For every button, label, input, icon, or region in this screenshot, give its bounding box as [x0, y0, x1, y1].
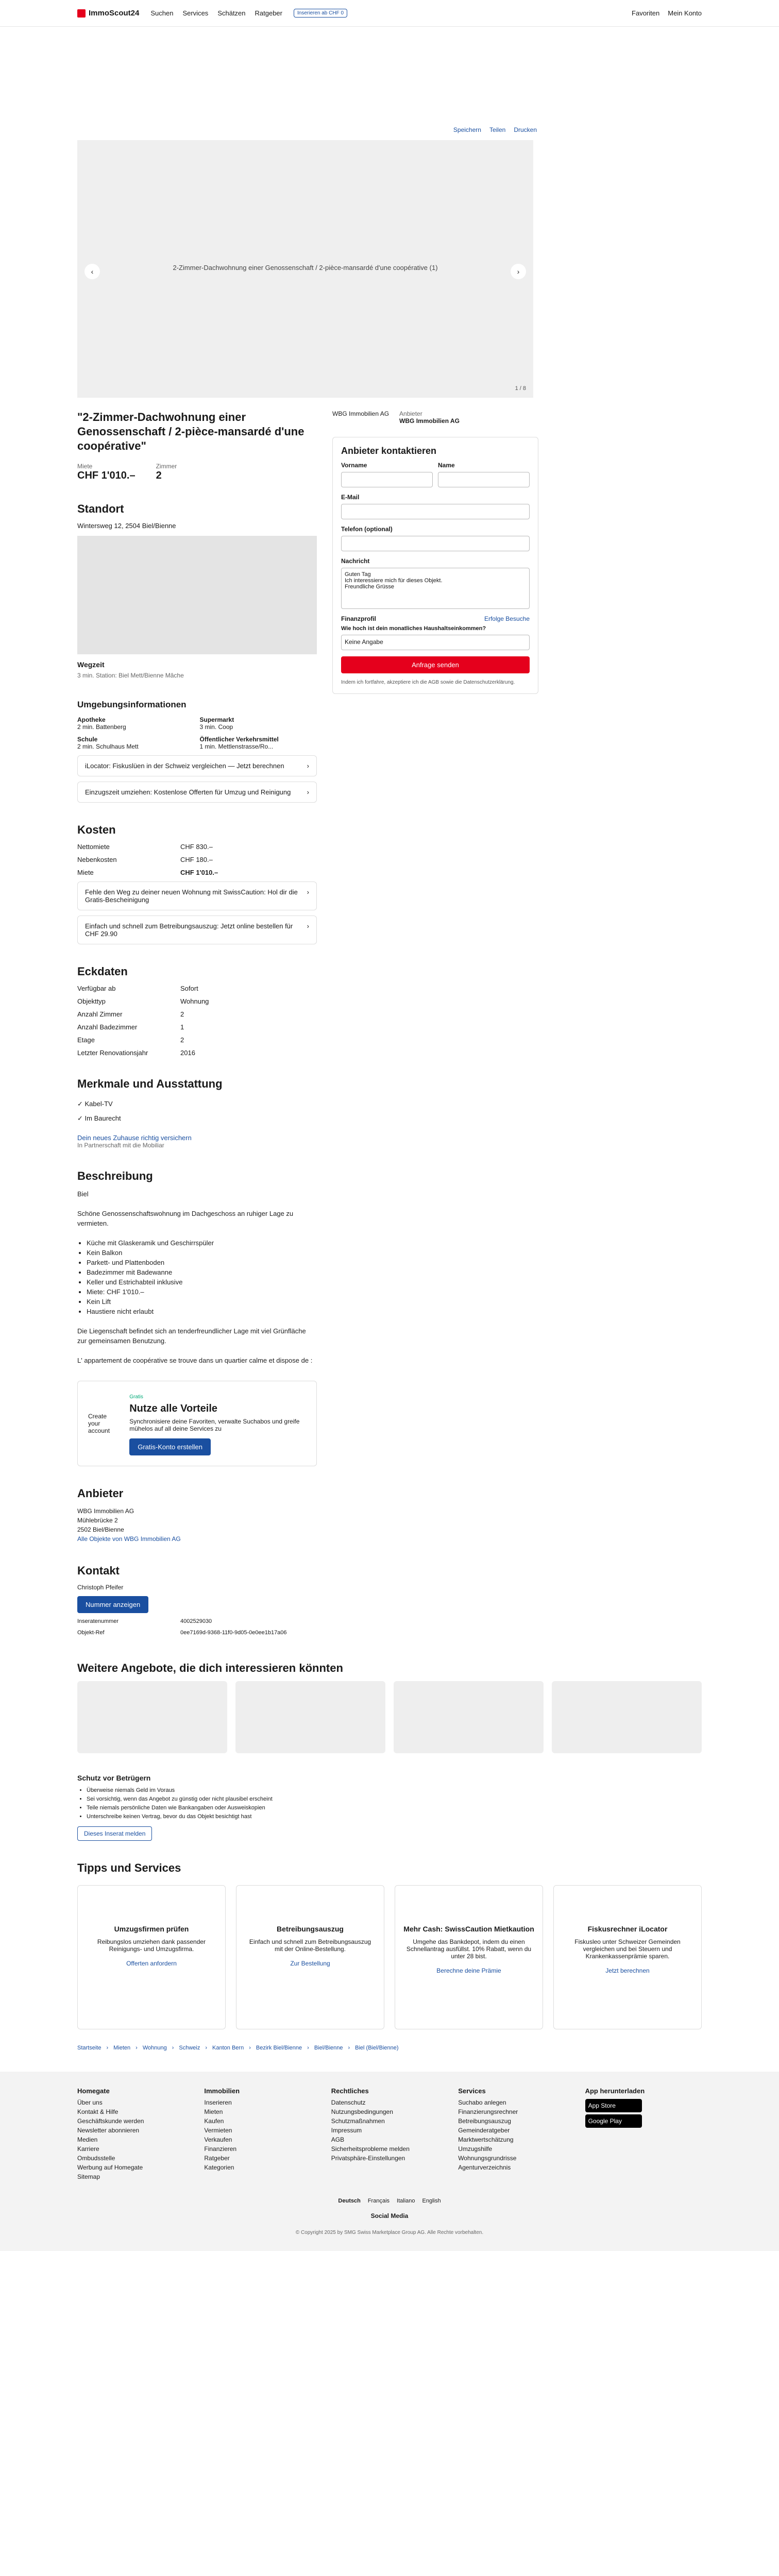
- poi-supermarket: Supermarkt 3 min. Coop: [199, 716, 234, 731]
- first-name-field[interactable]: [341, 472, 433, 487]
- app-store-button[interactable]: App Store: [585, 2099, 642, 2112]
- service-tile: Fiskusrechner iLocator Fiskusleo unter Schweizer Gemeinden vergleichen und bei Steuern und Krankenkassenprämie sparen. Jetzt berechnen: [553, 1885, 702, 2029]
- poi-transport: Öffentlicher Verkehrsmittel 1 min. Mettlenstrasse/Ro...: [199, 736, 279, 750]
- nav-estimate[interactable]: Schätzen: [217, 9, 246, 17]
- breadcrumb: Startseite › Mieten › Wohnung › Schweiz › Kanton Bern › Bezirk Biel/Bienne › Biel/Bienne › Biel (Biel/Bienne): [77, 2045, 399, 2051]
- report-button[interactable]: Dieses Inserat melden: [77, 1826, 152, 1841]
- debt-card[interactable]: Einfach und schnell zum Betreibungsauszug: Jetzt online bestellen für CHF 29.90 ›: [77, 916, 317, 944]
- service-tile: Betreibungsauszug Einfach und schnell zum Betreibungsauszug mit der Online-Bestellung. Zur Bestellung: [236, 1885, 384, 2029]
- favorites-link[interactable]: Favoriten: [632, 9, 660, 17]
- google-play-button[interactable]: Google Play: [585, 2114, 642, 2128]
- service-link[interactable]: Berechne deine Prämie: [436, 1967, 501, 1974]
- prev-arrow-icon[interactable]: ‹: [84, 264, 100, 279]
- services-heading: Tipps und Services: [77, 1861, 181, 1874]
- agency-heading: Anbieter: [77, 1487, 124, 1500]
- listing-title: "2-Zimmer-Dachwohnung einer Genossenschaft / 2-pièce-mansardé d'une coopérative": [77, 411, 304, 452]
- poi-pharmacy: Apotheke 2 min. Battenberg: [77, 716, 126, 731]
- rooms-label: Zimmer: [156, 463, 177, 470]
- submit-button[interactable]: Anfrage senden: [341, 656, 530, 673]
- commute-label: Wegzeit: [77, 660, 105, 669]
- gallery-caption: 2-Zimmer-Dachwohnung einer Genossenschaft / 2-pièce-mansardé d'une coopérative (1): [173, 264, 438, 272]
- last-name-field[interactable]: [438, 472, 530, 487]
- price-value: CHF 1'010.–: [77, 470, 136, 481]
- rooms-value: 2: [156, 470, 162, 481]
- costs-heading: Kosten: [77, 823, 116, 836]
- income-select[interactable]: Keine Angabe: [341, 635, 530, 650]
- partner-note: In Partnerschaft mit die Mobiliar: [77, 1142, 164, 1149]
- contact-form: Anbieter kontaktieren Vorname Name E-Mail Telefon (optional) Nachricht Guten Tag Ich interessiere mich für dieses Objekt. Freundliche Grüsse Finanzprofil Erfolge Besuche Wie hoch ist dein monatliches Haushaltseinkommen? Keine Angabe Anfrage senden Indem ich fortfahre, akzeptiere ich die AGB sowie die Datenschutzerklärung.: [332, 437, 538, 694]
- feature-item: ✓ Im Baurecht: [77, 1114, 121, 1122]
- brand-logo[interactable]: ImmoScout24: [77, 9, 139, 18]
- listing-placeholder[interactable]: [235, 1681, 385, 1753]
- nav-services[interactable]: Services: [182, 9, 209, 17]
- print-button[interactable]: Drucken: [514, 126, 537, 133]
- more-heading: Weitere Angebote, die dich interessieren könnten: [77, 1662, 343, 1674]
- footer: Homegate Über uns Kontakt & Hilfe Geschäftskunde werden Newsletter abonnieren Medien Karriere Ombudsstelle Werbung auf Homegate Sitemap Immobilien Inserieren Mieten Kaufen Vermieten Verkaufen Finanzieren Ratgeber Kategorien Rechtliches Datenschutz Nutzungsbedingungen Schutzmaßnahmen Impressum AGB Sicherheitsprobleme melden Privatsphäre-Einstellungen Services Suchabo anlegen Finanzierungsrechner Betreibungsauszug Gemeinderatgeber Marktwertschätzung Umzugshilfe Wohnungsgrundrisse Agenturverzeichnis App herunterladen App Store Google Play Deutsch Français Italiano English Social Media © Copyright 2025 by SMG Swiss Marketplace Group AG. Alle Rechte vorbehalten.: [0, 2072, 779, 2251]
- listing-placeholder[interactable]: [77, 1681, 227, 1753]
- features-heading: Merkmale und Ausstattung: [77, 1077, 223, 1090]
- service-link[interactable]: Zur Bestellung: [290, 1960, 330, 1967]
- language-switch: Deutsch Français Italiano English: [338, 2198, 441, 2204]
- safety-heading: Schutz vor Betrügern: [77, 1774, 151, 1782]
- share-button[interactable]: Teilen: [489, 126, 506, 133]
- service-link[interactable]: Jetzt berechnen: [605, 1967, 650, 1974]
- page: ImmoScout24 Suchen Services Schätzen Ratgeber Inserieren ab CHF 0 Favoriten Mein Konto Speichern Teilen Drucken ‹ 2-Zimmer-Dachwohnung einer Genossenschaft / 2-pièce-mansardé d'une coopérative (1) › 1 / 8 "2-Zimmer-Dachwohnung einer Genossenschaft / 2-pièce-mansardé d'une coopérative" Miete CHF 1'010.– Zimmer 2 Standort Wintersweg 12, 2504 Biel/Bienne Wegzeit 3 min. Station: Biel Mett/Bienne Mâche Umgebungsinformationen Apotheke 2 min. Battenberg Supermarkt 3 min. Coop Schule 2 min. Schulhaus Mett Öffentlicher Verkehrsmittel 1 min. Mettlenstrasse/Ro... iLocator: Fiskuslüen in der Schweiz vergleichen — Jetzt berechnen › Einzugszeit umziehen: Kostenlose Offerten für Umzug und Reinigung › Kosten Nettomiete CHF 830.– Nebenkosten CHF 180.– Miete CHF 1'010.– Fehle den Weg zu deiner neuen Wohnung mit SwissCaution: Hol dir die Gratis-Bescheinigung › Einfach und schnell zum Betreibungsauszug: Jetzt online bestellen für CHF 29.90 › Eckdaten Verfügbar ab Sofort Objekttyp Wohnung Anzahl Zimmer 2 Anzahl Badezimmer 1 Etage 2 Letzter Renovationsjahr 2016 Merkmale und Ausstattung ✓ Kabel-TV ✓ Im Baurecht Dein neues Zuhause richtig versichern In Partnerschaft mit die Mobiliar Beschreibung Biel Schöne Genossenschaftswohnung im Dachgeschoss an ruhiger Lage zu vermieten. • Küche mit Glaskeramik und Geschirrspüler • Kein Balkon • Parkett- und Plattenboden • Badezimmer mit Badewanne • Keller und Estrichabteil inklusive • Miete: CHF 1'010.– • Kein Lift • Haustiere nicht erlaubt Die Liegenschaft befindet sich an tenderfreundlicher Lage mit viel Grünfläche zur gemeinsamen Benutzung. L' appartement de coopérative se trouve dans un quartier calme et dispose de : Create your account Gratis Nutze alle Vorteile Synchronisiere deine Favoriten, verwalte Suchabos und greife mühelos auf all deine Services zu Gratis-Konto erstellen Anbieter WBG Immobilien AG Mühlebrücke 2 2502 Biel/Bienne Alle Objekte von WBG Immobilien AG Kontakt Christoph Pfeifer Nummer anzeigen Inseratenummer 4002529030 Objekt-Ref 0ee7169d-9368-11f0-9d05-0e0ee1b17a06 WBG Immobilien AG Anbieter WBG Immobilien AG Anbieter kontaktieren Vorname Name E-Mail Telefon (optional) Nachricht Guten Tag Ich interessiere mich für dieses Objekt. Freundliche Grüsse Finanzprofil Erfolge Besuche Wie hoch ist dein monatliches Haushaltseinkommen? Keine Angabe Anfrage senden Indem ich fortfahre, akzeptiere ich die AGB sowie die Datenschutzerklärung. Weitere Angebote, die dich interessieren könnten Schutz vor Betrügern • Überweise niemals Geld im Voraus • Sei vorsichtig, wenn das Angebot zu günstig oder nicht plausibel erscheint • Teile niemals persönliche Daten wie Bankangaben oder Ausweiskopien • Unterschreibe keinen Vertrag, bevor du das Objekt besichtigt hast Dieses Inserat melden Tipps und Services Umzugsfirmen prüfen Reibungslos umziehen dank passender Reinigungs- und Umzugsfirma. Offerten anfordern Betreibungsauszug Einfach und schnell zum Betreibungsauszug mit der Online-Bestellung. Zur Bestellung Mehr Cash: SwissCaution Mietkaution Umgehe das Bankdepot, indem du einen Schnellantrag ausfüllst. 10% Rabatt, wenn du unter 28 bist. Berechne deine Prämie Fiskusrechner iLocator Fiskusleo unter Schweizer Gemeinden vergleichen und bei Steuern und Krankenkassenprämie sparen. Jetzt berechnen Startseite › Mieten › Wohnung › Schweiz › Kanton Bern › Bezirk Biel/Bienne › Biel/Bienne › Biel (Biel/Bienne) Homegate Über uns Kontakt & Hilfe Geschäftskunde werden Newsletter abonnieren Medien Karriere Ombudsstelle Werbung auf Homegate Sitemap Immobilien Inserieren Mieten Kaufen Vermieten Verkaufen Finanzieren Ratgeber Kategorien Rechtliches Datenschutz Nutzungsbedingungen Schutzmaßnahmen Impressum AGB Sicherheitsprobleme melden Privatsphäre-Einstellungen Services Suchabo anlegen Finanzierungsrechner Betreibungsauszug Gemeinderatgeber Marktwertschätzung Umzugshilfe Wohnungsgrundrisse Agenturverzeichnis App herunterladen App Store Google Play Deutsch Français Italiano English Social Media © Copyright 2025 by SMG Swiss Marketplace Group AG. Alle Rechte vorbehalten.: [0, 0, 779, 2576]
- promo-card[interactable]: iLocator: Fiskuslüen in der Schweiz vergleichen — Jetzt berechnen ›: [77, 755, 317, 776]
- contact-heading: Kontakt: [77, 1564, 120, 1577]
- swisscaution-card[interactable]: Fehle den Weg zu deiner neuen Wohnung mit SwissCaution: Hol dir die Gratis-Bescheinigung ›: [77, 882, 317, 910]
- price-label: Miete: [77, 463, 93, 470]
- image-gallery[interactable]: [77, 140, 533, 398]
- listing-placeholder[interactable]: [394, 1681, 544, 1753]
- poi-school: Schule 2 min. Schulhaus Mett: [77, 736, 139, 750]
- map[interactable]: [77, 536, 317, 654]
- finance-link[interactable]: Erfolge Besuche: [484, 615, 530, 622]
- advertise-badge[interactable]: Inserieren ab CHF 0: [294, 9, 347, 18]
- next-arrow-icon[interactable]: ›: [511, 264, 526, 279]
- surroundings-heading: Umgebungsinformationen: [77, 700, 187, 709]
- agency-block: WBG Immobilien AG Mühlebrücke 2 2502 Biel/Bienne Alle Objekte von WBG Immobilien AG: [77, 1507, 181, 1543]
- gallery-counter: 1 / 8: [515, 385, 526, 392]
- save-button[interactable]: Speichern: [453, 126, 481, 133]
- insurance-link[interactable]: Dein neues Zuhause richtig versichern: [77, 1134, 192, 1142]
- listing-placeholder[interactable]: [552, 1681, 702, 1753]
- service-link[interactable]: Offerten anfordern: [126, 1960, 177, 1967]
- nav-guide[interactable]: Ratgeber: [255, 9, 282, 17]
- commute-info: 3 min. Station: Biel Mett/Bienne Mâche: [77, 672, 184, 679]
- agent-summary: WBG Immobilien AG Anbieter WBG Immobilien AG: [332, 410, 460, 425]
- contact-person: Christoph Pfeifer: [77, 1584, 124, 1591]
- phone-field[interactable]: [341, 536, 530, 551]
- feature-item: ✓ Kabel-TV: [77, 1100, 113, 1108]
- create-account-button[interactable]: Gratis-Konto erstellen: [129, 1438, 211, 1455]
- header: [0, 0, 779, 27]
- logo-icon: [77, 9, 86, 18]
- copyright: © Copyright 2025 by SMG Swiss Marketplace Group AG. Alle Rechte vorbehalten.: [295, 2230, 484, 2235]
- social-heading: Social Media: [370, 2212, 409, 2219]
- account-link[interactable]: Mein Konto: [668, 9, 702, 17]
- agency-listings-link[interactable]: Alle Objekte von WBG Immobilien AG: [77, 1535, 181, 1543]
- signup-cta: Create your account Gratis Nutze alle Vorteile Synchronisiere deine Favoriten, verwalte Suchabos und greife mühelos auf all deine Services zu Gratis-Konto erstellen: [77, 1381, 317, 1466]
- email-field[interactable]: [341, 504, 530, 519]
- nav-search[interactable]: Suchen: [150, 9, 174, 17]
- promo-card[interactable]: Einzugszeit umziehen: Kostenlose Offerten für Umzug und Reinigung ›: [77, 782, 317, 803]
- form-title: Anbieter kontaktieren: [341, 446, 437, 456]
- address: Wintersweg 12, 2504 Biel/Bienne: [77, 522, 176, 530]
- show-number-button[interactable]: Nummer anzeigen: [77, 1596, 148, 1613]
- location-heading: Standort: [77, 502, 124, 515]
- service-tile: Umzugsfirmen prüfen Reibungslos umziehen dank passender Reinigungs- und Umzugsfirma. Offerten anfordern: [77, 1885, 226, 2029]
- details-heading: Eckdaten: [77, 965, 128, 978]
- description: Biel Schöne Genossenschaftswohnung im Dachgeschoss an ruhiger Lage zu vermieten. • Küche mit Glaskeramik und Geschirrspüler • Kein Balkon • Parkett- und Plattenboden • Badezimmer mit Badewanne • Keller und Estrichabteil inklusive • Miete: CHF 1'010.– • Kein Lift • Haustiere nicht erlaubt Die Liegenschaft befindet sich an tenderfreundlicher Lage mit viel Grünfläche zur gemeinsamen Benutzung. L' appartement de coopérative se trouve dans un quartier calme et dispose de :: [77, 1189, 317, 1365]
- message-field[interactable]: Guten Tag Ich interessiere mich für dieses Objekt. Freundliche Grüsse: [341, 568, 530, 609]
- description-heading: Beschreibung: [77, 1170, 153, 1182]
- main-nav: [150, 9, 282, 17]
- service-tile: Mehr Cash: SwissCaution Mietkaution Umgehe das Bankdepot, indem du einen Schnellantrag ausfüllst. 10% Rabatt, wenn du unter 28 bist. Berechne deine Prämie: [395, 1885, 543, 2029]
